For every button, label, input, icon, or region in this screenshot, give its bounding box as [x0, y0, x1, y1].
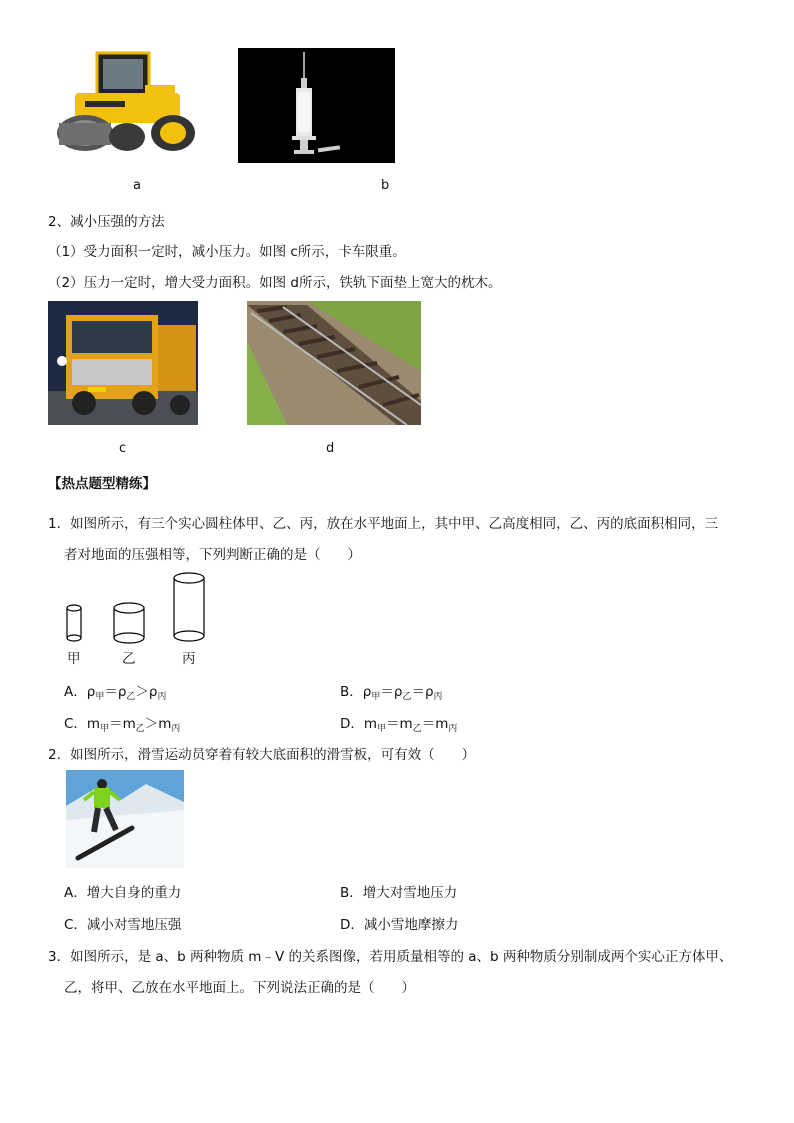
q1-option-d-text: D．m [340, 716, 378, 732]
q1-option-b-text: ＝ρ [380, 684, 403, 700]
q1-option-c-sub: 乙 [135, 724, 145, 734]
q1-option-b-text: B．ρ [340, 684, 372, 700]
q1-line1: 1．如图所示，有三个实心圆柱体甲、乙、丙，放在水平地面上，其中甲、乙高度相同，乙、丙的底面积相同，三 [48, 516, 719, 532]
section2-title: 2、减小压强的方法 [48, 214, 165, 230]
image-c-caption: c [119, 441, 127, 456]
q2-option-b[interactable]: B．增大对雪地压力 [340, 885, 458, 901]
cylinder-label-bing: 丙 [182, 651, 196, 667]
q1-option-c-sub: 甲 [100, 724, 110, 734]
q1-option-b-sub: 甲 [371, 692, 381, 702]
syringe-image [238, 48, 395, 163]
q1-option-d-sub: 乙 [412, 724, 422, 734]
image-a-caption: a [133, 178, 141, 193]
image-d-caption: d [326, 441, 335, 456]
practice-heading: 【热点题型精练】 [48, 476, 156, 492]
q1-option-c-text: C．m [64, 716, 101, 732]
q1-option-c-text: ＝m [109, 716, 136, 732]
section2-item2: （2）压力一定时，增大受力面积。如图 d所示，铁轨下面垫上宽大的枕木。 [48, 275, 502, 291]
q2-option-c[interactable]: C．减小对雪地压强 [64, 917, 182, 933]
q1-line2: 者对地面的压强相等，下列判断正确的是（ ） [64, 547, 361, 563]
railway-image [247, 301, 421, 425]
cylinders-diagram [60, 572, 220, 664]
q3-line2: 乙，将甲、乙放在水平地面上。下列说法正确的是（ ） [64, 980, 415, 996]
q1-option-a-sub: 丙 [157, 692, 167, 702]
q1-option-a[interactable] [64, 680, 167, 700]
q1-option-c[interactable] [64, 712, 180, 732]
q1-option-d[interactable] [340, 712, 457, 732]
q1-option-d-text: ＝m [421, 716, 449, 732]
q1-option-b[interactable] [340, 680, 443, 700]
q2-option-a[interactable]: A．增大自身的重力 [64, 885, 182, 901]
q1-option-a-text: ＞ρ [135, 684, 158, 700]
q1-option-a-sub: 乙 [126, 692, 136, 702]
q1-option-b-text: ＝ρ [411, 684, 434, 700]
truck-image [48, 301, 198, 425]
q1-option-b-sub: 乙 [402, 692, 412, 702]
q1-option-a-sub: 甲 [95, 692, 105, 702]
q1-option-c-sub: 丙 [171, 724, 181, 734]
q1-option-b-sub: 丙 [433, 692, 443, 702]
q1-option-d-text: ＝m [386, 716, 413, 732]
image-b-caption: b [381, 178, 390, 193]
q2-option-d[interactable]: D．减小雪地摩擦力 [340, 917, 459, 933]
snowboarder-image [66, 770, 184, 868]
q1-option-d-sub: 甲 [377, 724, 387, 734]
q1-option-c-text: ＞m [144, 716, 172, 732]
q1-option-a-text: ＝ρ [104, 684, 127, 700]
road-roller-image [55, 45, 200, 160]
section2-item1: （1）受力面积一定时，减小压力。如图 c所示，卡车限重。 [48, 244, 406, 260]
q2-line1: 2．如图所示，滑雪运动员穿着有较大底面积的滑雪板，可有效（ ） [48, 747, 476, 763]
cylinder-label-jia: 甲 [67, 651, 81, 667]
q1-option-a-text: A．ρ [64, 684, 96, 700]
q1-option-d-sub: 丙 [448, 724, 458, 734]
q3-line1: 3．如图所示，是 a、b 两种物质 m﹣V 的关系图像，若用质量相等的 a、b 两种物质分别制成两个实心正方体甲、 [48, 949, 733, 965]
cylinder-label-yi: 乙 [122, 651, 136, 667]
